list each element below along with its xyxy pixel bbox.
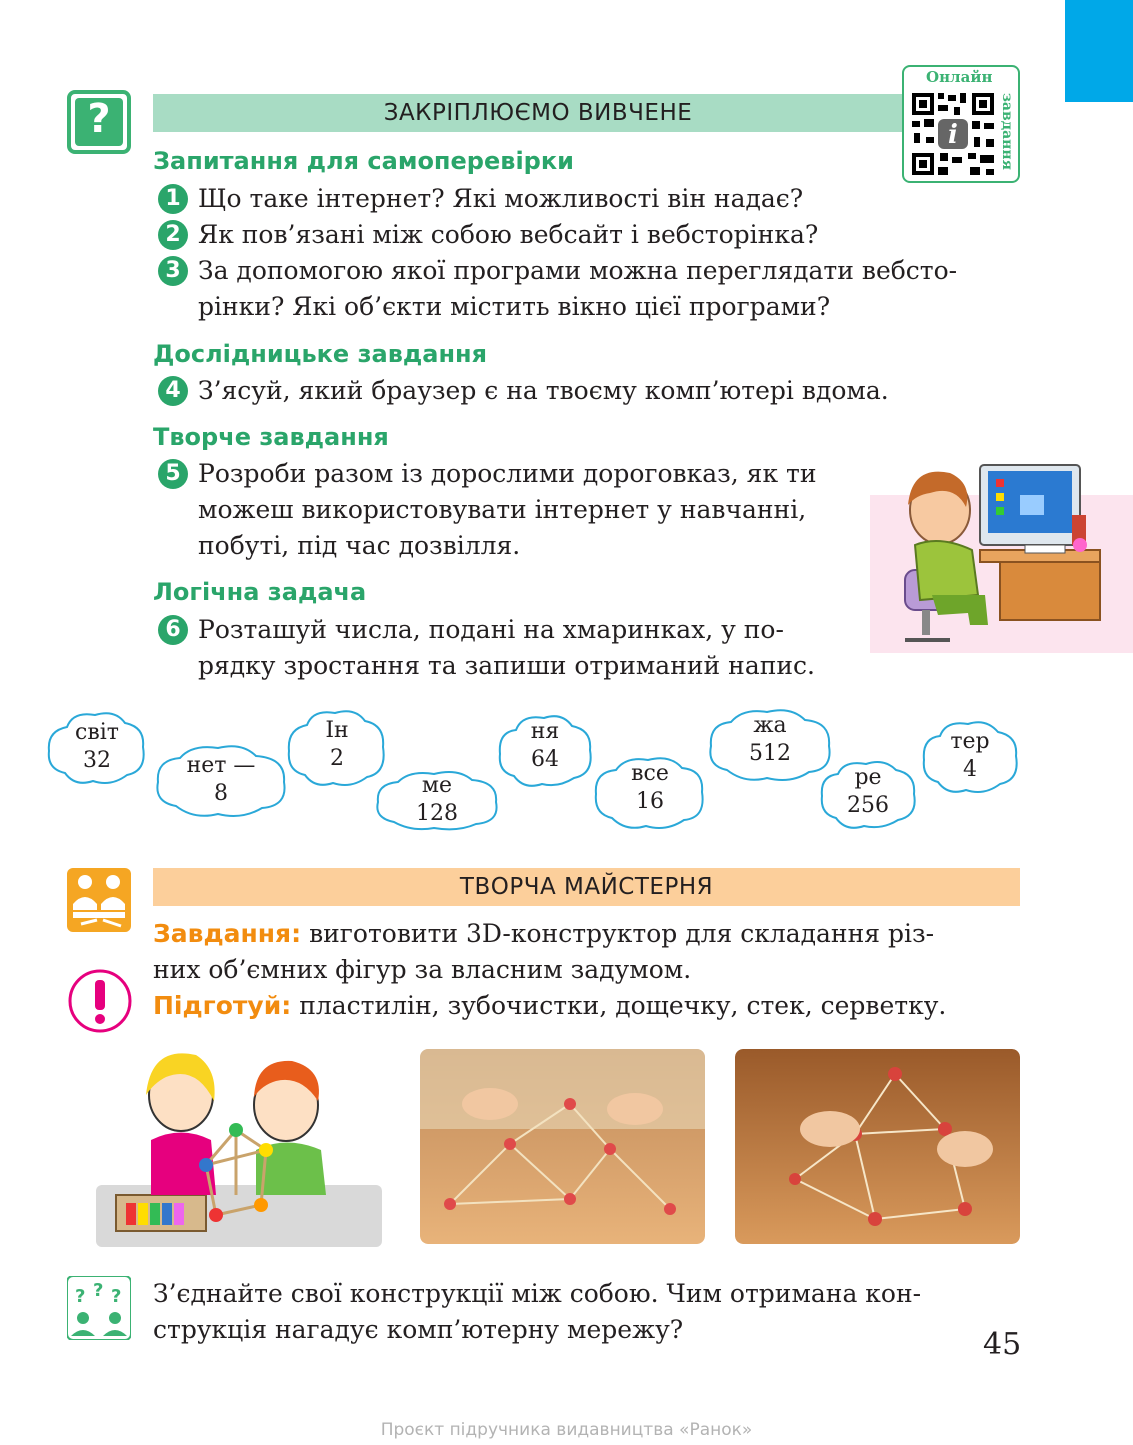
prepare-label: Підготуй: xyxy=(153,991,292,1020)
svg-text:i: i xyxy=(948,120,958,150)
question-4 xyxy=(158,373,889,409)
cloud-6 xyxy=(592,752,708,832)
cloud-1-number: 32 xyxy=(83,748,111,773)
heading-research: Дослідницьке завдання xyxy=(153,340,488,368)
number-badge: 1 xyxy=(158,184,188,214)
question-6 xyxy=(158,612,784,648)
cloud-8-number: 256 xyxy=(847,793,889,818)
cloud-5 xyxy=(496,710,594,790)
cloud-1 xyxy=(45,707,149,789)
svg-text:?: ? xyxy=(93,1280,104,1301)
cloud-5-number: 64 xyxy=(531,747,559,772)
cloud-8 xyxy=(818,756,918,832)
cloud-7-number: 512 xyxy=(749,741,791,766)
cloud-4-word: ме xyxy=(421,773,453,798)
online-tasks-qr[interactable] xyxy=(902,65,1020,183)
photo-building-model-1 xyxy=(420,1049,705,1244)
question-6-text-line2: рядку зростання та запиши отриманий напис. xyxy=(198,651,815,680)
number-badge: 4 xyxy=(158,376,188,406)
section-title-consolidate: ЗАКРІПЛЮЄМО ВИВЧЕНЕ xyxy=(153,94,923,132)
question-5-text-line1: Розроби разом із дорослими дороговказ, як ти xyxy=(198,459,817,488)
question-5 xyxy=(158,456,817,492)
footer-publisher-note: Проєкт підручника видавництва «Ранок» xyxy=(380,1420,753,1440)
boy-at-computer-illustration xyxy=(860,455,1133,655)
number-badge: 2 xyxy=(158,220,188,250)
prepare-text: пластилін, зубочистки, дощечку, стек, серветку. xyxy=(299,991,947,1020)
question-1-text: Що таке інтернет? Які можливості він надає? xyxy=(198,184,804,213)
number-badge: 5 xyxy=(158,459,188,489)
cloud-9-number: 4 xyxy=(963,757,977,782)
qr-label-online: Онлайн xyxy=(926,68,993,86)
children-building-illustration xyxy=(96,1045,382,1247)
cloud-7-word: жа xyxy=(753,713,787,738)
cloud-4-number: 128 xyxy=(416,801,458,826)
question-1 xyxy=(158,181,803,217)
cloud-6-number: 16 xyxy=(636,789,664,814)
question-3-text-line1: За допомогою якої програми можна переглядати вебсто- xyxy=(198,256,958,285)
workshop-icon xyxy=(67,868,131,932)
cloud-9 xyxy=(920,716,1020,798)
cloud-7 xyxy=(705,704,835,784)
heading-creative: Творче завдання xyxy=(153,423,389,451)
question-2 xyxy=(158,217,818,253)
task-label: Завдання: xyxy=(153,919,302,948)
qr-label-tasks: завдання xyxy=(999,93,1015,170)
heading-self-check: Запитання для самоперевірки xyxy=(153,147,574,175)
question-2-text: Як пов’язані між собою вебсайт і вебсторінка? xyxy=(198,220,819,249)
cloud-8-word: ре xyxy=(854,765,882,790)
exclamation-icon xyxy=(67,968,133,1034)
cloud-1-word: світ xyxy=(75,720,119,745)
cloud-3-word: Ін xyxy=(325,718,349,743)
question-5-text-line2: можеш використовувати інтернет у навчанні, xyxy=(198,495,807,524)
cloud-2-number: 8 xyxy=(214,781,228,806)
svg-text:?: ? xyxy=(111,1286,122,1307)
page-number: 45 xyxy=(983,1327,1022,1362)
cloud-2 xyxy=(152,740,290,820)
task-text-line2: них об’ємних фігур за власним задумом. xyxy=(153,955,692,984)
photo-building-model-2 xyxy=(735,1049,1020,1244)
page-corner-tab xyxy=(1065,0,1133,102)
question-icon: ? xyxy=(67,90,131,154)
task-line-1 xyxy=(153,916,934,952)
heading-logic: Логічна задача xyxy=(153,578,367,606)
question-3-text-line2: рінки? Які об’єкти містить вікно цієї програми? xyxy=(198,292,831,321)
question-5-text-line3: побуті, під час дозвілля. xyxy=(198,531,521,560)
question-3 xyxy=(158,253,957,289)
question-6-text-line1: Розташуй числа, подані на хмаринках, у по- xyxy=(198,615,784,644)
cloud-9-word: тер xyxy=(950,729,990,754)
cloud-2-word: нет — xyxy=(186,753,256,778)
svg-text:?: ? xyxy=(75,1286,86,1307)
qr-code-icon xyxy=(910,91,996,177)
number-badge: 6 xyxy=(158,615,188,645)
task-text-line1: виготовити 3D-конструктор для складання різ- xyxy=(309,919,935,948)
discussion-icon xyxy=(67,1276,131,1340)
discussion-line2: струкція нагадує комп’ютерну мережу? xyxy=(153,1315,684,1344)
number-badge: 3 xyxy=(158,256,188,286)
cloud-5-word: ня xyxy=(530,719,560,744)
prepare-line xyxy=(153,988,946,1024)
cloud-6-word: все xyxy=(631,761,669,786)
section-title-workshop: ТВОРЧА МАЙСТЕРНЯ xyxy=(153,868,1020,906)
cloud-3-number: 2 xyxy=(330,746,344,771)
cloud-4 xyxy=(372,768,502,832)
discussion-line1: З’єднайте свої конструкції між собою. Чим отримана кон- xyxy=(153,1279,922,1308)
question-4-text: З’ясуй, який браузер є на твоєму комп’ютері вдома. xyxy=(198,376,889,405)
